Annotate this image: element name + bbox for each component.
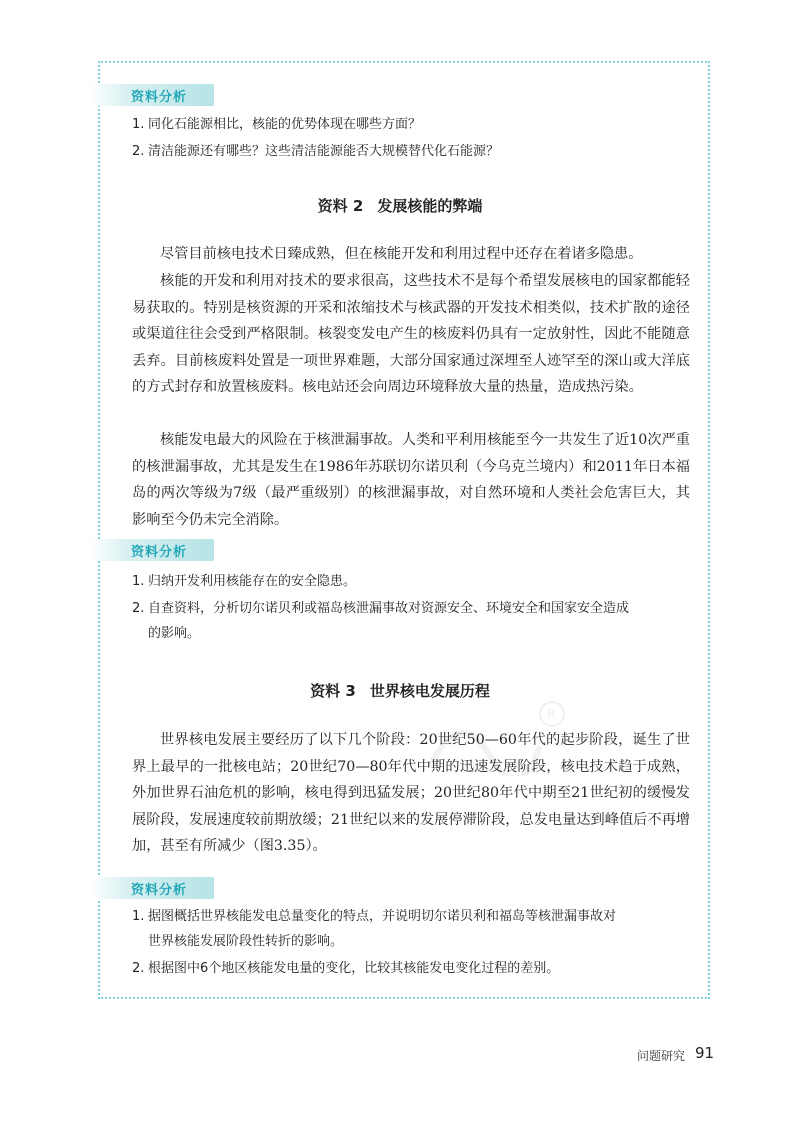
question-number: 2. [132, 961, 145, 976]
question-text-continuation: 世界核能发展阶段性转折的影响。 [148, 934, 344, 949]
question-text-continuation: 的影响。 [148, 626, 201, 641]
section-heading [0, 680, 800, 701]
question-text: 清洁能源还有哪些？这些清洁能源能否大规模替代化石能源？ [148, 144, 500, 159]
analysis-tag [90, 84, 214, 106]
body-paragraph: 世界核电发展主要经历了以下几个阶段：20世纪50—60年代的起步阶段，诞生了世界上最早的一批核电站；20世纪70—80年代中期的迅速发展阶段，核电技术趋于成熟，外加世界石油危机的影响，核电得到迅猛发展；20世纪80年代中期至21世纪初的缓慢发展阶段，发展速度较前期放缓；21世纪以来的发展停滞阶段，总发电量达到峰值后不再增加，甚至有所减少（图3.35）。 [132, 732, 690, 855]
footer-section-title: 问题研究 [636, 1049, 685, 1063]
analysis-label: 资料分析 [131, 883, 188, 898]
analysis-tag [90, 539, 214, 561]
body-paragraph: 尽管目前核电技术日臻成熟，但在核能开发和利用过程中还存在着诸多隐患。 [160, 246, 643, 262]
analysis-label: 资料分析 [131, 545, 188, 560]
question-number: 1. [132, 117, 145, 132]
question-text: 同化石能源相比，核能的优势体现在哪些方面？ [148, 117, 422, 132]
question-text: 据图概括世界核能发电总量变化的特点，并说明切尔诺贝利和福岛等核泄漏事故对 [148, 909, 617, 924]
question-item [132, 139, 692, 164]
question-item [132, 956, 692, 981]
body-paragraph: 核能发电最大的风险在于核泄漏事故。人类和平利用核能至今一共发生了近10次严重的核泄漏事故，尤其是发生在1986年苏联切尔诺贝利（今乌克兰境内）和2011年日本福岛的两次等级为7级（最严重级别）的核泄漏事故，对自然环境和人类社会危害巨大，其影响至今仍未完全消除。 [132, 432, 690, 528]
heading-title: 发展核能的弊端 [377, 197, 483, 215]
question-item [132, 904, 692, 954]
section-heading [0, 195, 800, 216]
svg-text:R: R [547, 708, 557, 723]
question-item [132, 569, 692, 594]
question-number: 2. [132, 601, 145, 616]
heading-number: 资料 3 [310, 682, 356, 700]
question-text: 根据图中6个地区核能发电量的变化，比较其核能发电变化过程的差别。 [148, 961, 560, 976]
analysis-tag [90, 877, 214, 899]
page-number: 91 [695, 1044, 715, 1062]
question-number: 1. [132, 574, 145, 589]
question-text: 归纳开发利用核能存在的安全隐患。 [148, 574, 357, 589]
heading-number: 资料 2 [317, 197, 364, 215]
question-number: 2. [132, 144, 145, 159]
analysis-label: 资料分析 [131, 90, 188, 105]
question-text: 自查资料，分析切尔诺贝利或福岛核泄漏事故对资源安全、环境安全和国家安全造成 [148, 601, 630, 616]
question-number: 1. [132, 909, 145, 924]
question-item [132, 112, 692, 137]
question-item [132, 596, 692, 646]
heading-title: 世界核电发展历程 [369, 682, 490, 700]
body-paragraph: 核能的开发和利用对技术的要求很高，这些技术不是每个希望发展核电的国家都能轻易获取的。特别是核资源的开采和浓缩技术与核武器的开发技术相类似，技术扩散的途径或渠道往往会受到严格限制。核裂变发电产生的核废料仍具有一定放射性，因此不能随意丢弃。目前核废料处置是一项世界难题，大部分国家通过深埋至人迹罕至的深山或大洋底的方式封存和放置核废料。核电站还会向周边环境释放大量的热量，造成热污染。 [132, 273, 690, 396]
